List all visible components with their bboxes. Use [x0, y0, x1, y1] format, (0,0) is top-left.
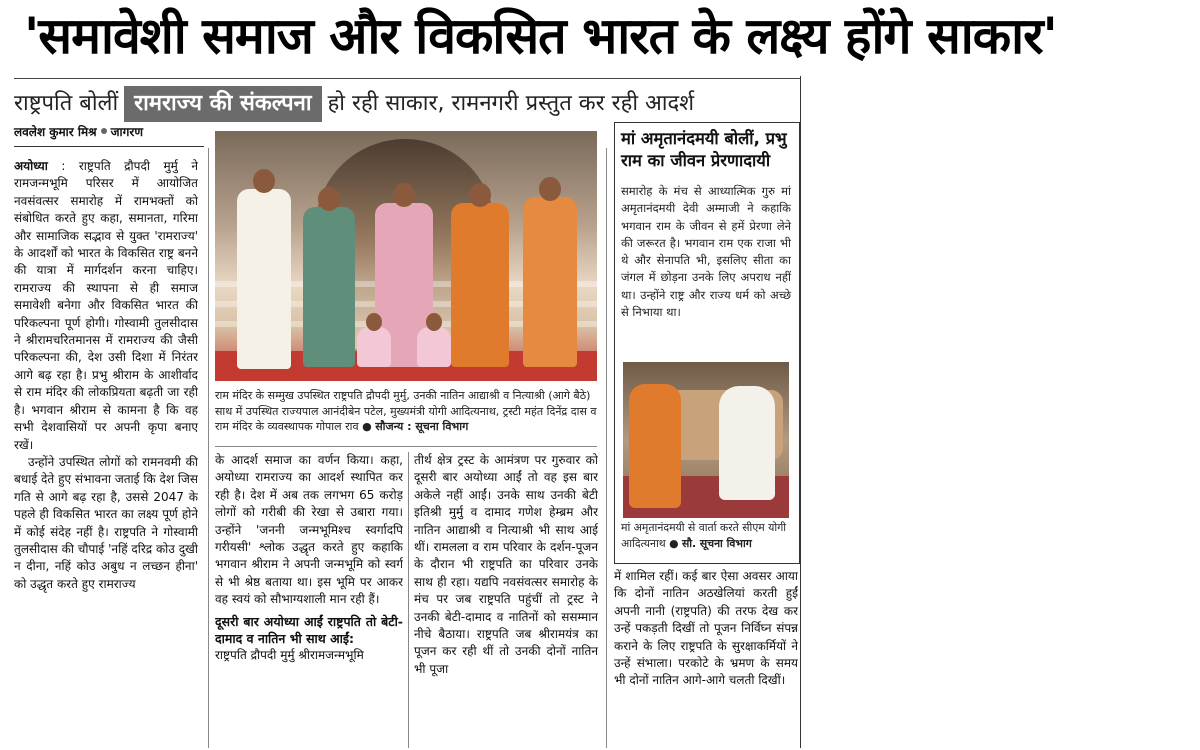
article-paragraph: में शामिल रहीं। कई बार ऐसा अवसर आया कि दोनों नातिन अठखेलियां करती हुईं अपनी नानी (राष्ट्रपति) की तरफ देख कर उन्हें पकड़ती दिखीं तो पूजन निर्विघ्न संपन्न कराने के लिए राष्ट्रपति के सुरक्षाकर्मियों ने उन्हें संभाला। परकोटे के भ्रमण के समय भी दोनों नातिन आगे-आगे चलती दिखीं। [614, 569, 798, 688]
headline: 'समावेशी समाज और विकसित भारत के लक्ष्य होंगे साकार' [24, 6, 1057, 65]
photo-credit: सौजन्य : सूचना विभाग [375, 420, 469, 433]
article-column-3 [414, 452, 598, 748]
divider [408, 452, 409, 748]
person-figure [523, 197, 577, 367]
article-column-2 [215, 452, 403, 748]
sidebar-photo-credit: सौ. सूचना विभाग [681, 537, 752, 550]
byline-author: लवलेश कुमार मिश्र [14, 125, 97, 139]
byline [14, 123, 214, 140]
article-paragraph: तीर्थ क्षेत्र ट्रस्ट के आमंत्रण पर गुरुवार को दूसरी बार अयोध्या आईं तो वह इस बार अकेले नहीं आईं। उनके साथ उनकी बेटी इतिश्री मुर्मु व दामाद गणेश हेम्ब्रम और नातिन आद्याश्री व नित्याश्री भी साथ आई थीं। रामलला व राम परिवार के दर्शन-पूजन के दौरान भी राष्ट्रपति का परिवार उनके साथ ही रहा। यद्यपि नवसंवत्सर समारोह के मंच पर जब राष्ट्रपति पहुंचीं तो ट्रस्ट ने उनकी बेटी-दामाद व नातिनों को ससम्मान नीचे बैठाया। राष्ट्रपति जब श्रीरामयंत्र का पूजन कर रही थीं तो उनकी दोनों नातिन भी पूजा [414, 453, 598, 676]
person-figure [237, 189, 291, 369]
sidebar-photo [623, 362, 789, 518]
subheadline-suffix: हो रही साकार, रामनगरी प्रस्तुत कर रही आदर्श [327, 91, 695, 116]
divider [208, 148, 209, 748]
person-figure [303, 207, 355, 367]
divider [215, 446, 597, 447]
photo-caption: राम मंदिर के सम्मुख उपस्थित राष्ट्रपति द्रौपदी मुर्मु, उनकी नातिन आद्याश्री व नित्याश्री (आगे बैठे) साथ में उपस्थित राज्यपाल आनंदीबेन पटेल, मुख्यमंत्री योगी आदित्यनाथ, ट्रस्टी महंत दिनेंद्र दास व राम मंदिर के व्यवस्थापक गोपाल राव ● सौजन्य : सूचना विभाग [215, 389, 597, 433]
byline-publication: जागरण [110, 125, 144, 139]
divider [606, 148, 607, 748]
article-paragraph: अयोध्या : राष्ट्रपति द्रौपदी मुर्मु ने रामजन्मभूमि परिसर में आयोजित नवसंवत्सर समारोह में रामभक्तों को संबोधित करते हुए कहा, समानता, गरिमा और सामाजिक सद्भाव से युक्त 'रामराज्य' के आदर्शों को भारत के विकसित राष्ट्र बनने की यात्रा में मार्गदर्शन करना चाहिए। रामराज्य की स्थापना से ही समाज समावेशी बनेगा और विकसित भारत की परिकल्पना पूर्ण होगी। गोस्वामी तुलसीदास ने श्रीरामचरितमानस में रामराज्य की जैसी परिकल्पना की, देश उसी दिशा में निरंतर आगे बढ़ रहा है। प्रभु श्रीराम के आशीर्वाद से राम मंदिर की लोकप्रियता बढ़ती जा रही है। भगवान श्रीराम से कामना है कि वह सभी देशवासियों पर अपनी कृपा बनाए रखें। [14, 159, 198, 452]
bullet-icon: ● [362, 420, 372, 433]
sidebar-photo-caption: मां अमृतानंदमयी से वार्ता करते सीएम योगी आदित्यनाथ ● सौ. सूचना विभाग [621, 521, 787, 550]
divider [800, 76, 801, 748]
person-figure [719, 386, 775, 500]
article-paragraph: राष्ट्रपति द्रौपदी मुर्मु श्रीरामजन्मभूमि [215, 648, 364, 663]
person-figure [629, 384, 681, 508]
child-figure [357, 327, 391, 367]
section-subhead: दूसरी बार अयोध्या आईं राष्ट्रपति तो बेटी-दामाद व नातिन भी साथ आईं: [215, 613, 403, 647]
bullet-icon: ● [669, 537, 679, 550]
article-paragraph: उन्होंने उपस्थित लोगों को रामनवमी की बधाई देते हुए संभावना जताई कि देश जिस गति से आगे बढ़ रहा है, उससे 2047 के पहले ही विकसित भारत का लक्ष्य पूर्ण होने में कोई संदेह नहीं है। राष्ट्रपति ने गोस्वामी तुलसीदास की चौपाई 'नहिं दरिद्र कोउ दुखी न दीना, नहिं कोउ अबुध न लच्छन हीना' को उद्धृत करते हुए रामराज्य [14, 454, 198, 591]
subheadline-prefix: राष्ट्रपति बोलीं [14, 91, 119, 116]
dateline: अयोध्या [14, 159, 48, 173]
main-photo [215, 131, 597, 381]
divider [14, 78, 800, 79]
subheadline-boxed: रामराज्य की संकल्पना [124, 86, 321, 122]
sidebar-text: समारोह के मंच से आध्यात्मिक गुरु मां अमृतानंदमयी देवी अम्माजी ने कहाकि भगवान राम के जीवन से हमें प्रेरणा लेने की जरूरत है। भगवान राम एक राजा भी थे और सेनापति भी, इसलिए सीता का जंगल में छोड़ना उनके लिए अपराध नहीं था। उन्होंने राष्ट्र और राज्य धर्म को अच्छे से निभाया था। [621, 184, 791, 320]
article-column-1 [14, 158, 198, 748]
child-figure [417, 327, 451, 367]
article-paragraph: के आदर्श समाज का वर्णन किया। कहा, अयोध्या रामराज्य का आदर्श स्थापित कर रही है। देश में अब तक लगभग 65 करोड़ लोगों को गरीबी की रेखा से उबारा गया। उन्होंने 'जननी जन्मभूमिश्च स्वर्गादपि गरीयसी' श्लोक उद्धृत करते हुए कहाकि भगवान श्रीराम ने अपनी जन्मभूमि को स्वर्ग से भी श्रेष्ठ बताया था। इस भूमि पर आकर वह स्वयं को सौभाग्यशाली मान रही हैं। [215, 453, 403, 607]
article-column-4 [614, 568, 798, 748]
person-figure [451, 203, 509, 367]
sidebar-title: मां अमृतानंदमयी बोलीं, प्रभु राम का जीवन प्रेरणादायी [621, 129, 787, 170]
divider [14, 146, 204, 147]
subheadline [14, 86, 790, 122]
bullet-icon [101, 128, 107, 134]
